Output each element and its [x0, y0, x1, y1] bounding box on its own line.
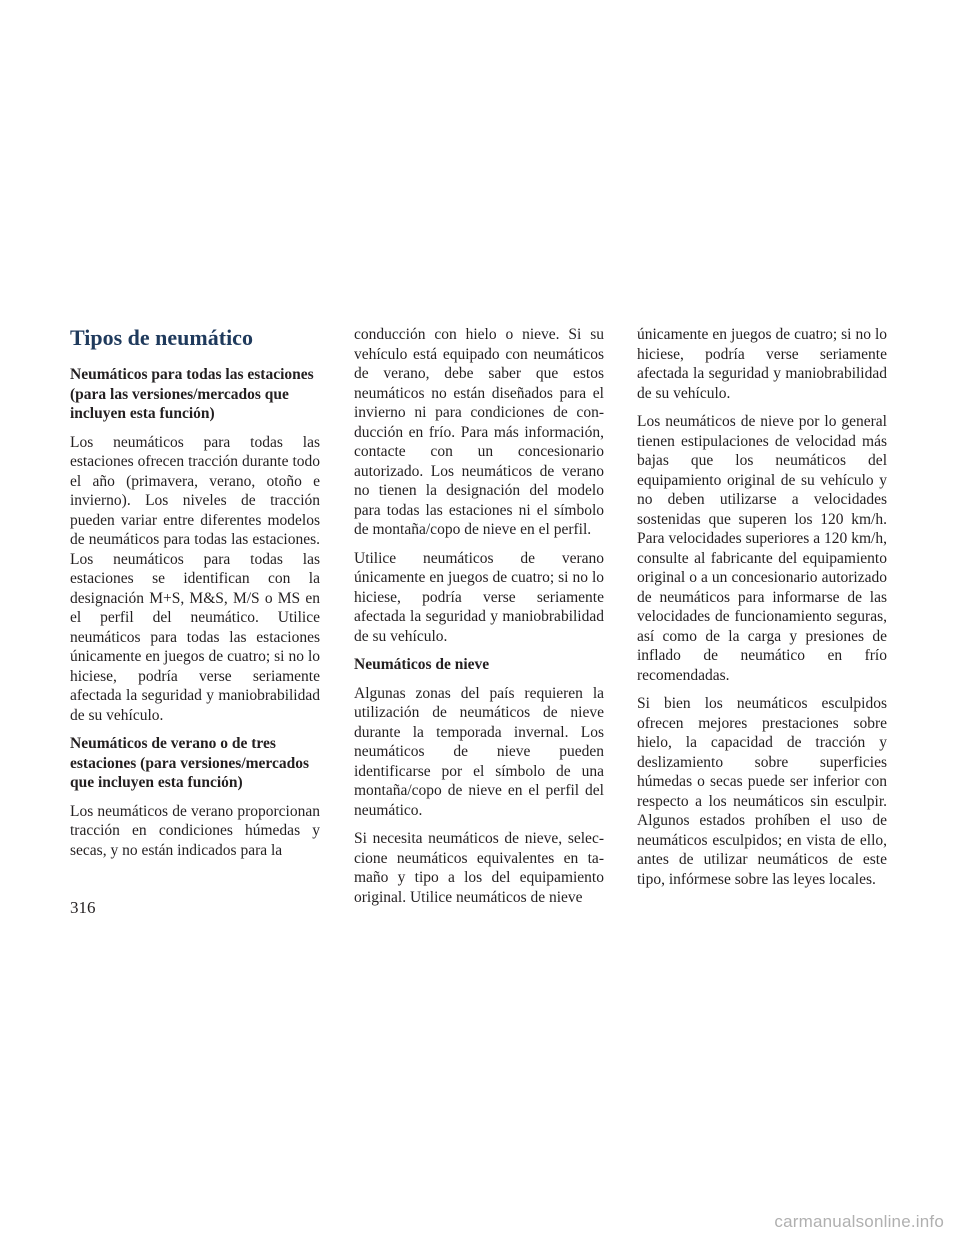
snow-title: Neumáticos de nieve	[354, 656, 490, 673]
snow-body-2-part2: únicamente en juegos de cuatro; si no lo hiciese, podría verse seriamente afectada la seguridad y maniobrabilidad de su vehículo.	[637, 326, 887, 402]
page-heading: Tipos de neumático	[70, 325, 253, 350]
summer-body-part2: conducción con hielo o nieve. Si su vehículo está equipado con neumáticos de verano, debe saber que estos neumáticos no están diseñados para el invierno ni para condiciones de conducción en frío. Para más información, contacte con un concesionario autorizado. Los neumáticos de verano no tienen la designación del modelo para todas las estaciones ni el símbolo de montaña/copo de nieve en el perfil.	[354, 326, 604, 538]
snow-body-2-part1: Si necesita neumáticos de nieve, seleccione neumáticos equivalentes en tamaño y tipo a los del equipamiento original. Utilice neumáticos de nieve	[354, 830, 604, 906]
snow-body-3: Los neumáticos de nieve por lo general tienen estipulaciones de velocidad más bajas que los neumáticos del equipamiento original de su vehículo y no deben utilizarse a velocidades sostenidas que superen los 120 km/h. Para velocidades superiores a 120 km/h, consulte al fabricante del equipamiento original o a un concesionario autorizado de neumáticos para informarse de las velocidades de funcionamiento seguras, así como de la carga y presiones de inflado de neumático en frío recomendadas.	[637, 413, 887, 684]
column-2	[354, 325, 604, 907]
summer-title: Neumáticos de verano o de tres estaciones (para versiones/mercados que incluyen esta función)	[70, 735, 310, 791]
summer-body-part1: Los neumáticos de verano proporcionan tracción en condiciones húmedas y secas, y no están indicados para la	[70, 802, 320, 859]
all-season-body: Los neumáticos para todas las estaciones ofrecen tracción durante todo el año (primavera, verano, otoño e invierno). Los niveles de tracción pueden variar entre diferentes modelos de neumáticos para todas las estaciones. Los neumáticos para todas las estaciones se identifican con la designación M+S, M&S, M/S o MS en el perfil del neumático. Utilice neumáticos para todas las estaciones únicamente en juegos de cuatro; si no lo hiciese, podría verse seriamente afectada la seguridad y maniobrabilidad de su vehículo.	[70, 433, 320, 724]
snow-body-4: Si bien los neumáticos esculpidos ofrecen mejores prestaciones sobre hielo, la capacidad de tracción y deslizamiento sobre superficies húmedas o secas puede ser inferior con respecto a los neumáticos sin esculpir. Algunos estados prohíben el uso de neumáticos esculpidos; en vista de ello, antes de utilizar neumáticos de este tipo, infórmese sobre las leyes locales.	[637, 695, 887, 888]
page-number: 316	[70, 898, 96, 917]
snow-body-1: Algunas zonas del país requieren la utilización de neumáticos de nieve durante la temporada invernal. Los neumáticos de nieve pueden identificarse por el símbolo de una montaña/copo de nieve en el perfil del neumático.	[354, 684, 604, 819]
summer-body-2: Utilice neumáticos de verano únicamente en juegos de cuatro; si no lo hiciese, podría verse seriamente afectada la seguridad y maniobrabilidad de su vehículo.	[354, 549, 604, 645]
all-season-title: Neumáticos para todas las estaciones (para las versiones/mercados que incluyen esta función)	[70, 366, 314, 422]
column-3	[637, 325, 887, 898]
column-1	[70, 325, 320, 860]
watermark-text: carmanualsonline.info	[774, 1212, 944, 1231]
